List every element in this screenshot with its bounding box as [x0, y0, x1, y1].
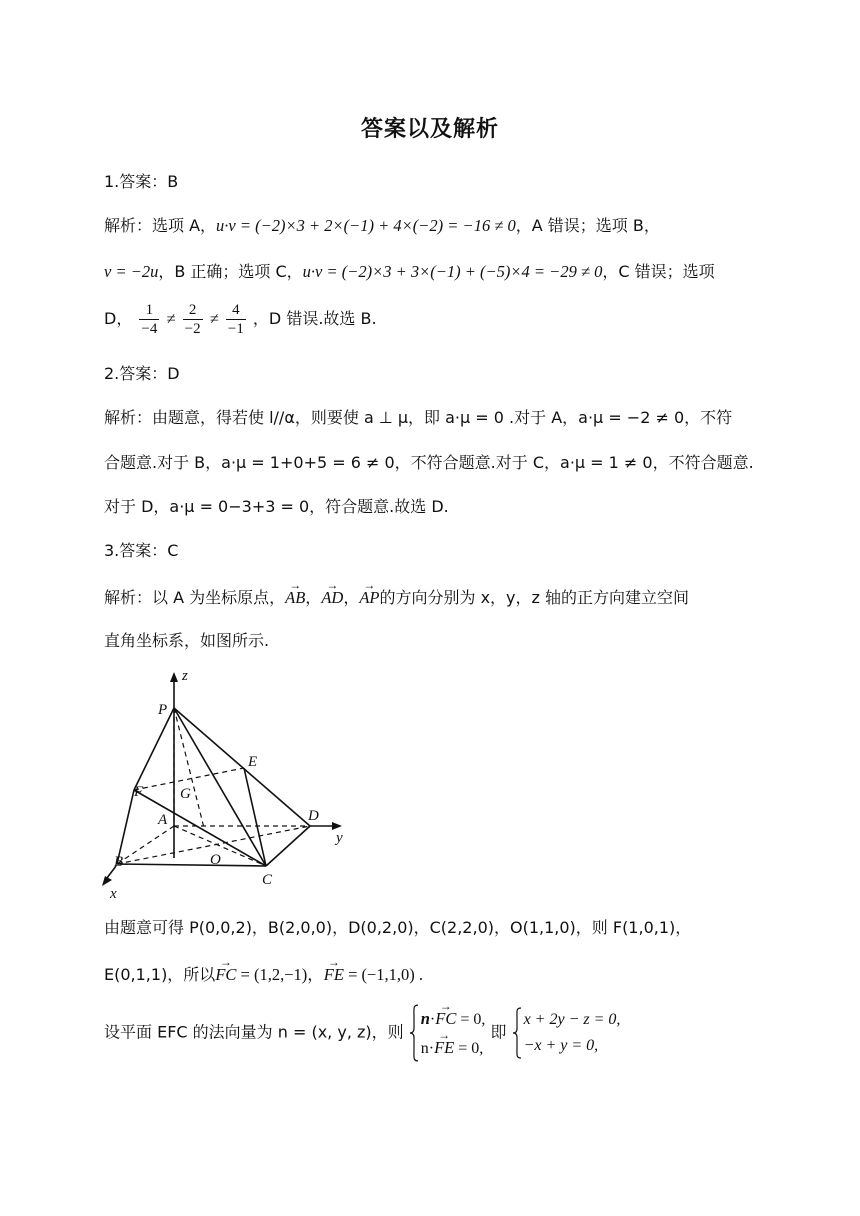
q3-line-4: E(0,1,1)，所以→ FC = (1,2,−1)，→ FE = (−1,1,0) . — [104, 961, 423, 987]
label-A: A — [158, 812, 168, 828]
q3-line-1: 解析：以 A 为坐标原点，→ AB，→ AD，→ AP的方向分别为 x，y，z 轴的正方向建立空间 — [104, 584, 689, 610]
q3-line-2: 直角坐标系，如图所示. — [104, 631, 270, 650]
q2-line-1: 解析：由题意，得若使 l//α，则要使 a ⊥ μ，即 a·μ = 0 .对于 A，a·μ = −2 ≠ 0，不符 — [104, 408, 733, 427]
label-D: D — [308, 808, 319, 824]
q1-line-2: v = −2u，B 正确；选项 C，u·v = (−2)×3 + 3×(−1) + (−5)×4 = −29 ≠ 0，C 错误；选项 — [104, 262, 715, 281]
label-z: z — [182, 668, 188, 684]
geometry-figure — [100, 668, 360, 900]
label-B: B — [114, 854, 124, 870]
page-title: 答案以及解析 — [360, 117, 499, 142]
label-F: F — [134, 784, 144, 800]
label-y: y — [336, 830, 343, 846]
label-P: P — [158, 702, 168, 718]
q1-line-1: 解析：选项 A，u·v = (−2)×3 + 2×(−1) + 4×(−2) = −16 ≠ 0，A 错误；选项 B， — [104, 216, 660, 235]
q3-line-3: 由题意可得 P(0,0,2)，B(2,0,0)，D(0,2,0)，C(2,2,0)，O(1,1,0)，则 F(1,0,1)， — [104, 918, 692, 937]
q2-line-3: 对于 D，a·μ = 0−3+3 = 0，符合题意.故选 D. — [104, 497, 449, 516]
q2-line-2: 合题意.对于 B，a·μ = 1+0+5 = 6 ≠ 0，不符合题意.对于 C，a·μ = 1 ≠ 0，不符合题意. — [104, 453, 754, 472]
equation-system-2: x + 2y − z = 0, −x + y = 0, — [512, 1007, 621, 1059]
fraction-3: $\frac{4}{-1}$ — [227, 302, 244, 337]
label-x: x — [110, 886, 117, 900]
q1-line-3: D， $\frac{1}{-4}$ ≠ $\frac{2}{-2}$ ≠ $\frac{4}{-1}$ ，D 错误.故选 B. — [104, 302, 377, 337]
q1-answer: 1.答案：B — [104, 172, 179, 191]
q3-line-5: 设平面 EFC 的法向量为 n = (x, y, z)，则 n·→ FC = 0, n·→ FE = 0, 即 x + 2y − z = 0, −x + y = 0, — [104, 1004, 620, 1062]
fraction-1: $\frac{1}{-4}$ — [141, 302, 158, 337]
fraction-2: $\frac{2}{-2}$ — [184, 302, 201, 337]
equation-system-1: n·→ FC = 0, n·→ FE = 0, — [409, 1004, 486, 1062]
label-O: O — [210, 852, 221, 868]
q3-answer: 3.答案：C — [104, 541, 179, 560]
q2-answer: 2.答案：D — [104, 364, 180, 383]
label-G: G — [180, 786, 191, 802]
label-C: C — [262, 872, 273, 888]
label-E: E — [248, 754, 258, 770]
